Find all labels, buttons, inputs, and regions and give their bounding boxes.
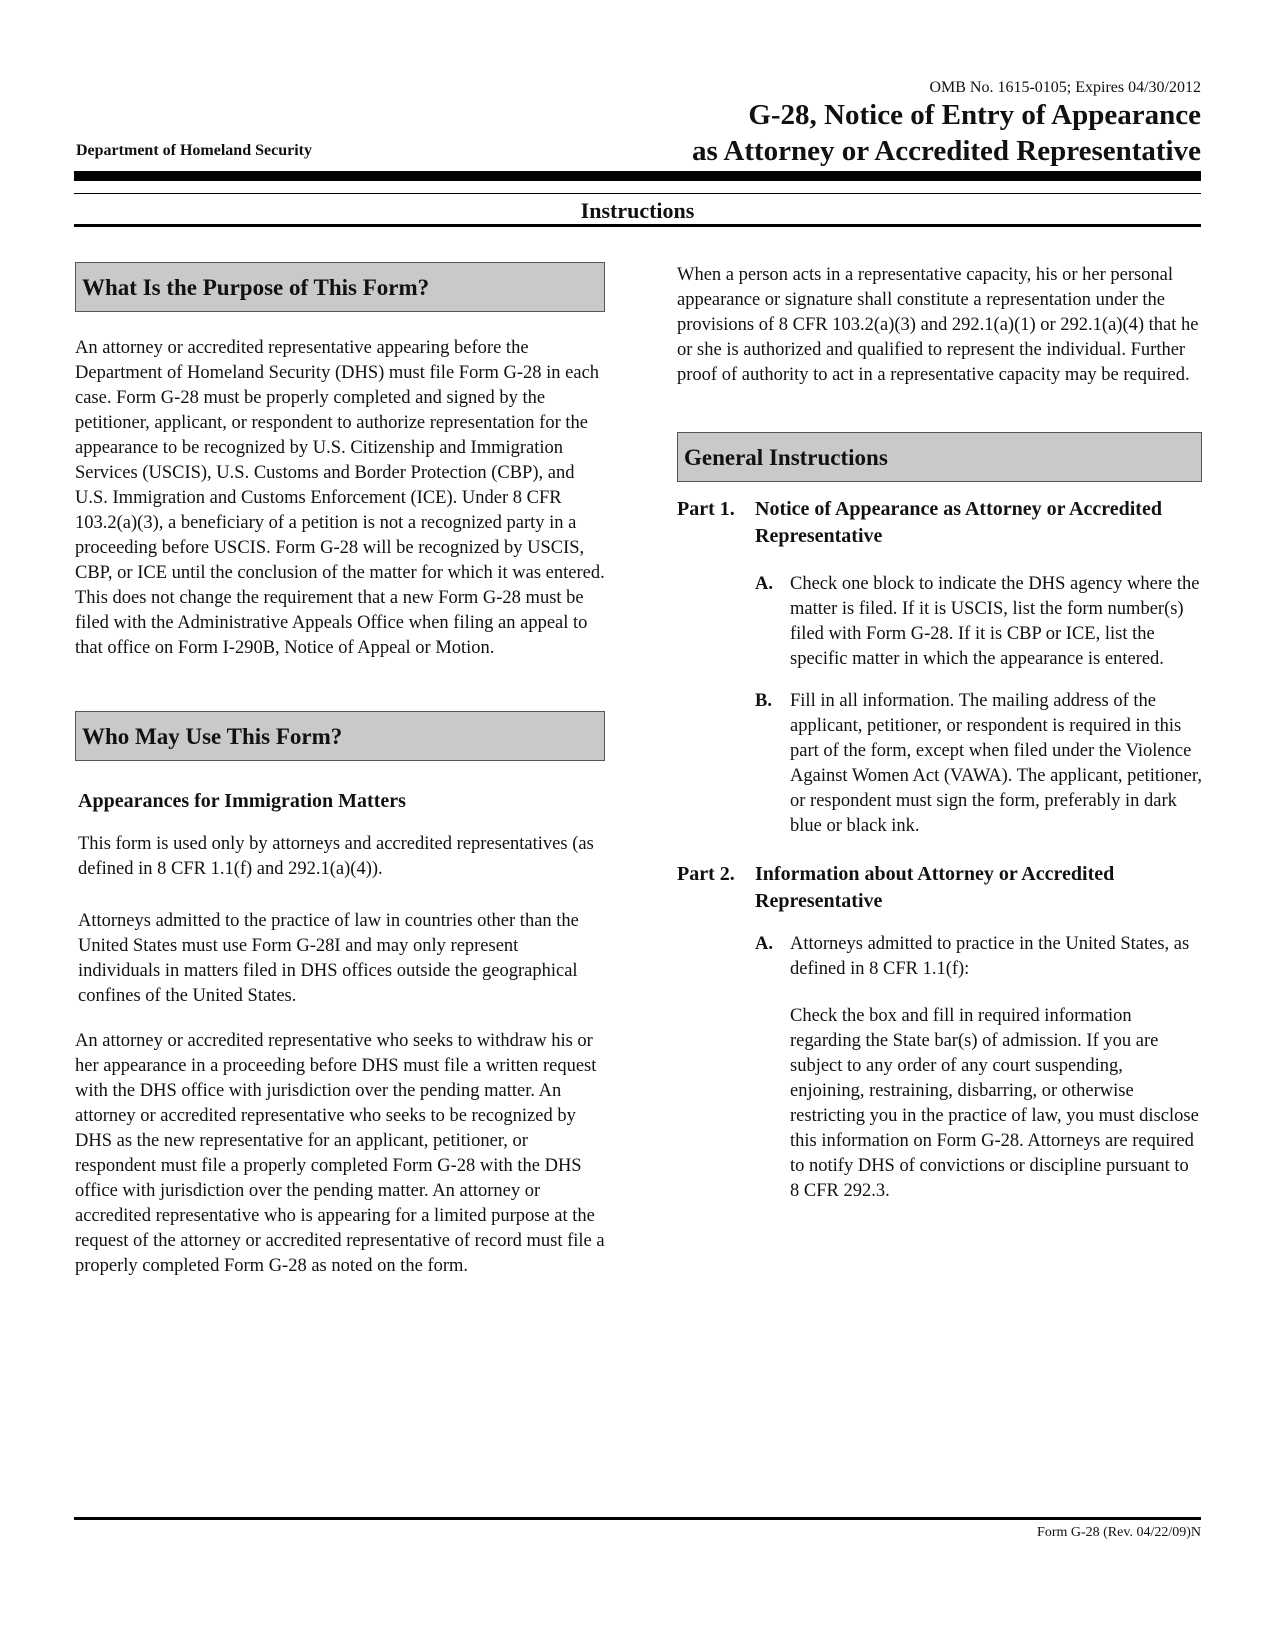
who-text-1: This form is used only by attorneys and accredited representatives (as defined in 8 CFR 1.1(f) and 292.1(a)(4)). (78, 834, 594, 879)
instructions-rule (74, 224, 1201, 227)
department-name: Department of Homeland Security (76, 142, 312, 159)
part2-a-text: Attorneys admitted to practice in the United States, as defined in 8 CFR 1.1(f): (790, 934, 1190, 979)
who-heading: Who May Use This Form? (82, 723, 343, 749)
part1-item-a (755, 572, 1202, 672)
part1-b-text: Fill in all information. The mailing address of the applicant, petitioner, or respondent is required in this part of the form, except when filed under the Violence Against Women Act (VAWA). The applicant, petitioner, or respondent must sign the form, preferably in dark blue or black ink. (790, 691, 1202, 836)
part1-heading (677, 496, 1202, 550)
purpose-heading-box (75, 262, 605, 312)
footer-rule (74, 1517, 1201, 1520)
who-text-3: An attorney or accredited representative who seeks to withdraw his or her appearance in a proceeding before DHS must file a written request with the DHS office with jurisdiction over the pending matter. An attorney or accredited representative who seeks to be recognized by DHS as the new representative for an applicant, petitioner, or respondent must file a properly completed Form G-28 with the DHS office with jurisdiction over the pending matter. An attorney or accredited representative who is appearing for a limited purpose at the request of the attorney or accredited representative of record must file a properly completed Form G-28 as noted on the form. (75, 1031, 605, 1276)
intro-text: When a person acts in a representative capacity, his or her personal appearance or signature shall constitute a representation under the provisions of 8 CFR 103.2(a)(3) and 292.1(a)(1) or 292.1(a)(4) that he or she is authorized and qualified to represent the individual. Further proof of authority to act in a representative capacity may be required. (677, 265, 1199, 385)
instructions-heading: Instructions (580, 198, 695, 223)
header-rule-thick (74, 171, 1201, 181)
form-revision: Form G-28 (Rev. 04/22/09)N (1037, 1525, 1201, 1540)
part2-a-detail: Check the box and fill in required information regarding the State bar(s) of admission. If you are subject to any order of any court suspending, enjoining, restraining, disbarring, or otherwise restricting you in the practice of law, you must disclose this information on Form G-28. Attorneys are required to notify DHS of convictions or discipline pursuant to 8 CFR 292.3. (790, 1006, 1199, 1201)
part2-label: Part 2. (677, 863, 735, 885)
part1-label: Part 1. (677, 498, 735, 520)
part2-item-a (755, 932, 1202, 982)
header-rule-thin (74, 193, 1201, 194)
who-text-2: Attorneys admitted to the practice of law in countries other than the United States must use Form G-28I and may only represent individuals in matters filed in DHS offices outside the geographical confines of the United States. (78, 911, 579, 1006)
general-heading: General Instructions (684, 444, 888, 470)
part2-heading (677, 861, 1202, 915)
purpose-heading: What Is the Purpose of This Form? (82, 274, 430, 300)
who-heading-box (75, 711, 605, 761)
form-title (692, 97, 1201, 169)
purpose-text: An attorney or accredited representative appearing before the Department of Homeland Security (DHS) must file Form G-28 in each case. Form G-28 must be properly completed and signed by the petitioner, applicant, or respondent to authorize representation for the appearance to be recognized by U.S. Citizenship and Immigration Services (USCIS), U.S. Customs and Border Protection (CBP), and U.S. Immigration and Customs Enforcement (ICE). Under 8 CFR 103.2(a)(3), a beneficiary of a petition is not a recognized party in a proceeding before USCIS. Form G-28 will be recognized by USCIS, CBP, or ICE until the conclusion of the matter for which it was entered. This does not change the requirement that a new Form G-28 must be filed with the Administrative Appeals Office when filing an appeal to that office on Form I-290B, Notice of Appeal or Motion. (75, 338, 605, 658)
omb-number: OMB No. 1615-0105; Expires 04/30/2012 (929, 79, 1201, 96)
part1-title: Notice of Appearance as Attorney or Accredited Representative (755, 498, 1162, 547)
part2-title: Information about Attorney or Accredited Representative (755, 863, 1115, 912)
right-column (677, 263, 1202, 1204)
appearances-heading: Appearances for Immigration Matters (78, 790, 406, 812)
general-heading-box (677, 432, 1202, 482)
part1-a-letter: A. (755, 574, 773, 594)
form-title-line1: G-28, Notice of Entry of Appearance (748, 99, 1201, 131)
part1-item-b (755, 689, 1202, 839)
part1-b-letter: B. (755, 691, 772, 711)
form-title-line2: as Attorney or Accredited Representative (691, 135, 1201, 167)
part2-a-letter: A. (755, 934, 773, 954)
left-column (75, 262, 605, 1279)
part1-a-text: Check one block to indicate the DHS agency where the matter is filed. If it is USCIS, list the form number(s) filed with Form G-28. If it is CBP or ICE, list the specific matter in which the appearance is entered. (790, 574, 1200, 669)
